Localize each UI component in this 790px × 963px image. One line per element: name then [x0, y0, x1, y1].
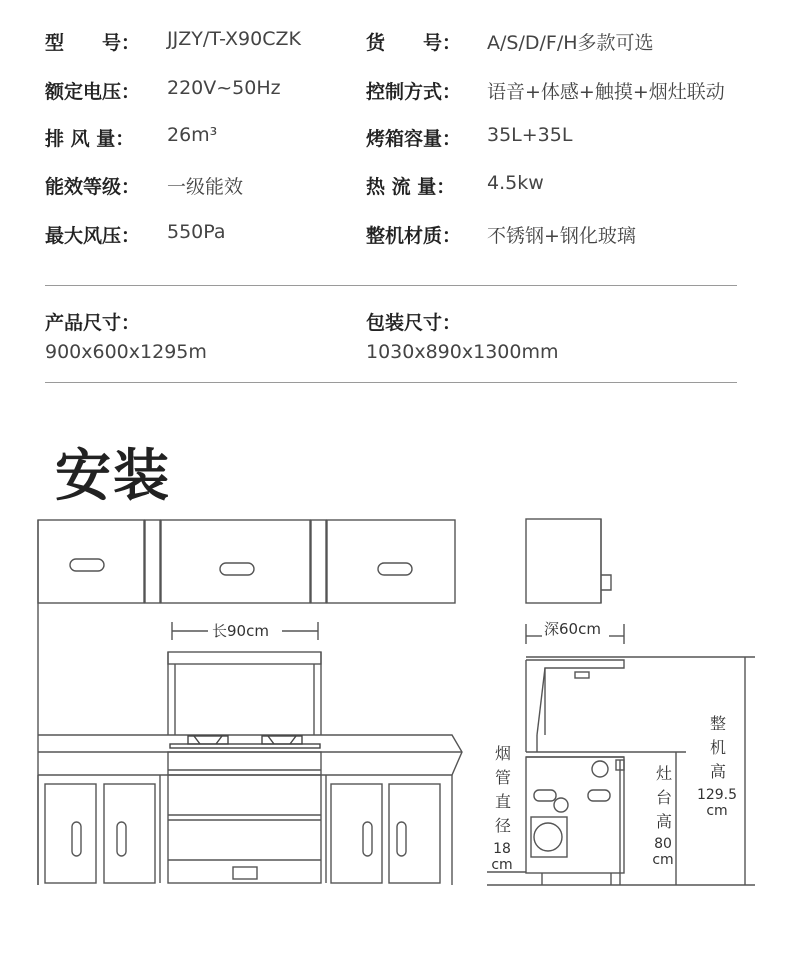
- spec-value-airflow: 26m³: [167, 124, 218, 146]
- spec-value-efficiency: 一级能效: [167, 176, 244, 198]
- depth-label: 深60cm: [544, 620, 601, 638]
- spec-value-voltage: 220V~50Hz: [167, 77, 281, 99]
- stove-height-label: [654, 762, 674, 834]
- pipe-char-4: 径: [494, 816, 511, 835]
- spec-value-oven: 35L+35L: [487, 124, 573, 146]
- spec-label-efficiency: 能效等级：: [45, 176, 141, 198]
- cabinet-handle-right: [378, 563, 412, 575]
- countertop: [38, 735, 462, 775]
- pipe-char-1: 烟: [494, 744, 511, 763]
- spec-value-material: 不锈钢+钢化玻璃: [487, 225, 636, 247]
- machine-value-number: 129.5: [696, 787, 738, 803]
- cabinet-handle-left: [70, 559, 104, 571]
- stove-back-panel: [168, 652, 321, 735]
- side-wall-cabinet: [526, 519, 611, 603]
- stove-char-3: 高: [655, 812, 672, 831]
- length-label: 长90cm: [212, 622, 269, 640]
- pipe-value-number: 18: [493, 841, 511, 857]
- install-title: 安装: [55, 444, 171, 509]
- wall-cabinets: [38, 520, 455, 885]
- machine-char-1: 整: [709, 714, 726, 733]
- spec-label-airflow: 排 风 量：: [45, 128, 135, 150]
- stove-value-unit: cm: [652, 852, 674, 868]
- spec-value-sku: A/S/D/F/H多款可选: [487, 32, 654, 54]
- machine-height-label: [708, 712, 728, 784]
- stove-body: [168, 752, 321, 883]
- spec-value-heatflow: 4.5kw: [487, 172, 544, 194]
- side-stove-unit: [526, 660, 624, 885]
- spec-label-sku: 货 号：: [366, 32, 462, 54]
- spec-value-model: JJZY/T-X90CZK: [167, 28, 301, 50]
- cabinet-handle-middle: [220, 563, 254, 575]
- pipe-char-2: 管: [494, 768, 511, 787]
- stove-height-value: [648, 836, 678, 868]
- spec-label-pressure: 最大风压：: [45, 225, 141, 247]
- machine-char-3: 高: [709, 762, 726, 781]
- machine-char-2: 机: [709, 738, 726, 757]
- machine-height-value: [692, 787, 742, 819]
- product-size-value: 900x600x1295m: [45, 341, 207, 363]
- burners: [170, 736, 320, 748]
- stove-char-2: 台: [655, 788, 672, 807]
- stove-value-number: 80: [654, 836, 672, 852]
- stove-control-panel: [233, 867, 257, 879]
- stove-char-1: 灶: [655, 764, 672, 783]
- pipe-diameter-value: [487, 841, 517, 873]
- spec-value-pressure: 550Pa: [167, 221, 226, 243]
- spec-label-control: 控制方式：: [366, 81, 462, 103]
- pipe-char-3: 直: [494, 792, 511, 811]
- spec-label-voltage: 额定电压：: [45, 81, 141, 103]
- product-size-label: 产品尺寸：: [45, 312, 141, 334]
- pipe-value-unit: cm: [491, 857, 513, 873]
- machine-value-unit: cm: [706, 803, 728, 819]
- spec-label-oven: 烤箱容量：: [366, 128, 462, 150]
- spec-value-control: 语音+体感+触摸+烟灶联动: [487, 81, 725, 103]
- package-size-value: 1030x890x1300mm: [366, 341, 559, 363]
- package-size-label: 包装尺寸：: [366, 312, 462, 334]
- pipe-diameter-label: [493, 742, 513, 838]
- spec-label-material: 整机材质：: [366, 225, 462, 247]
- spec-label-heatflow: 热 流 量：: [366, 176, 456, 198]
- spec-label-model: 型 号：: [45, 32, 141, 54]
- base-cabinets: [38, 775, 452, 885]
